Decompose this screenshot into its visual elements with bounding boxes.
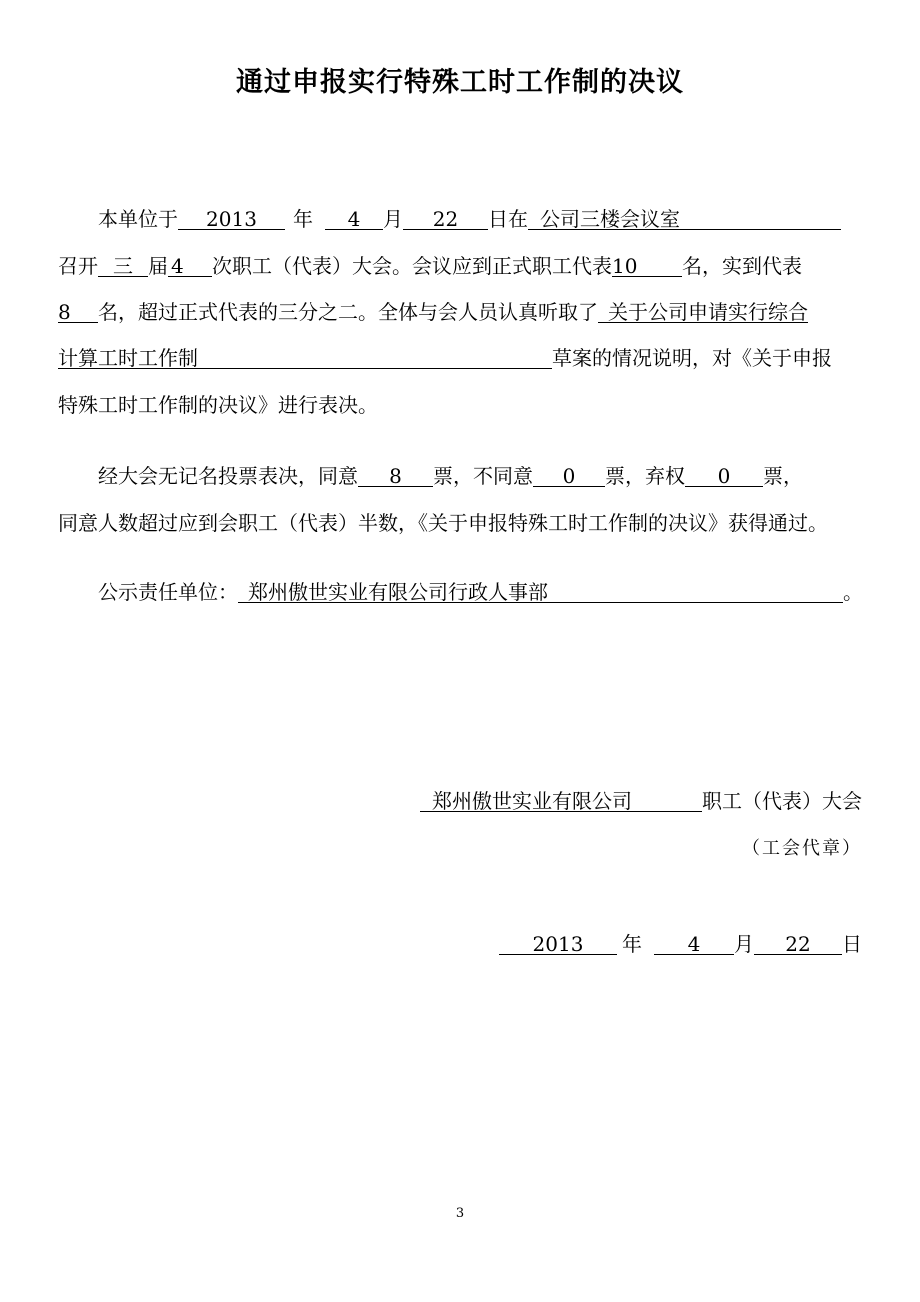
p1-line-4 [58,342,832,374]
p1-text-date-prefix: 本单位于 [98,207,178,231]
p1-text-convene: 召开 [58,254,98,278]
signature-day: 22 [754,928,842,955]
p1-text-month: 月 [383,207,403,231]
p2-text-abstain: 票，弃权 [605,464,685,488]
p1-line-1 [98,203,841,235]
p1-line-3 [58,296,808,328]
p1-text-day-at: 日在 [488,207,528,231]
signature-month: 4 [654,928,734,955]
p1-line-2 [58,250,802,282]
signature-text-month: 月 [734,932,754,956]
meeting-day: 22 [403,203,488,230]
p2-text-votes: 票， [763,464,803,488]
p2-line-1 [98,460,803,492]
topic-part-1: 关于公司申请实行综合 [598,296,808,323]
p2-text-anon: 经大会无记名投票表决，同意 [98,464,358,488]
page-number: 3 [455,1206,465,1221]
signature-date [499,928,862,960]
p1-text-vote: 特殊工时工作制的决议》进行表决。 [58,393,378,417]
p1-line-5 [58,389,378,421]
p3-end: 。 [843,580,863,604]
p1-text-session: 届 [148,254,168,278]
p1-text-meeting: 次职工（代表）大会。会议应到正式职工代表 [212,254,612,278]
meeting-month: 4 [325,203,383,230]
signature-line [420,785,862,817]
session-number: 三 [98,250,148,277]
signature-text-year: 年 [622,932,642,956]
publicity-unit: 郑州傲世实业有限公司行政人事部 [238,576,843,603]
expected-count: 10 [612,250,682,277]
p3-line [98,576,863,608]
actual-count: 8 [58,296,98,323]
document-title: 通过申报实行特殊工时工作制的决议 [236,67,684,98]
votes-agree: 8 [358,460,433,487]
signature-text-day: 日 [842,932,862,956]
signature-year: 2013 [499,928,617,955]
p2-line-2 [58,507,828,539]
p1-text-year: 年 [293,207,313,231]
p1-text-over: 名，超过正式代表的三分之二。全体与会人员认真听取了 [98,300,598,324]
meeting-number: 4 [168,250,212,277]
meeting-year: 2013 [178,203,285,230]
publicity-label: 公示责任单位： [98,580,238,604]
p2-text-against: 票，不同意 [433,464,533,488]
signature-assembly: 职工（代表）大会 [702,789,862,813]
p1-text-actual: 名，实到代表 [682,254,802,278]
votes-against: 0 [533,460,605,487]
signature-company: 郑州傲世实业有限公司 [420,785,702,812]
meeting-place: 公司三楼会议室 [528,203,841,230]
p1-text-draft: 草案的情况说明，对《关于申报 [552,346,832,370]
topic-part-2: 计算工时工作制 [58,342,552,369]
p2-text-passed: 同意人数超过应到会职工（代表）半数，《关于申报特殊工时工作制的决议》获得通过。 [58,511,828,535]
union-seal-note: （工会代章） [742,838,862,859]
votes-abstain: 0 [685,460,763,487]
